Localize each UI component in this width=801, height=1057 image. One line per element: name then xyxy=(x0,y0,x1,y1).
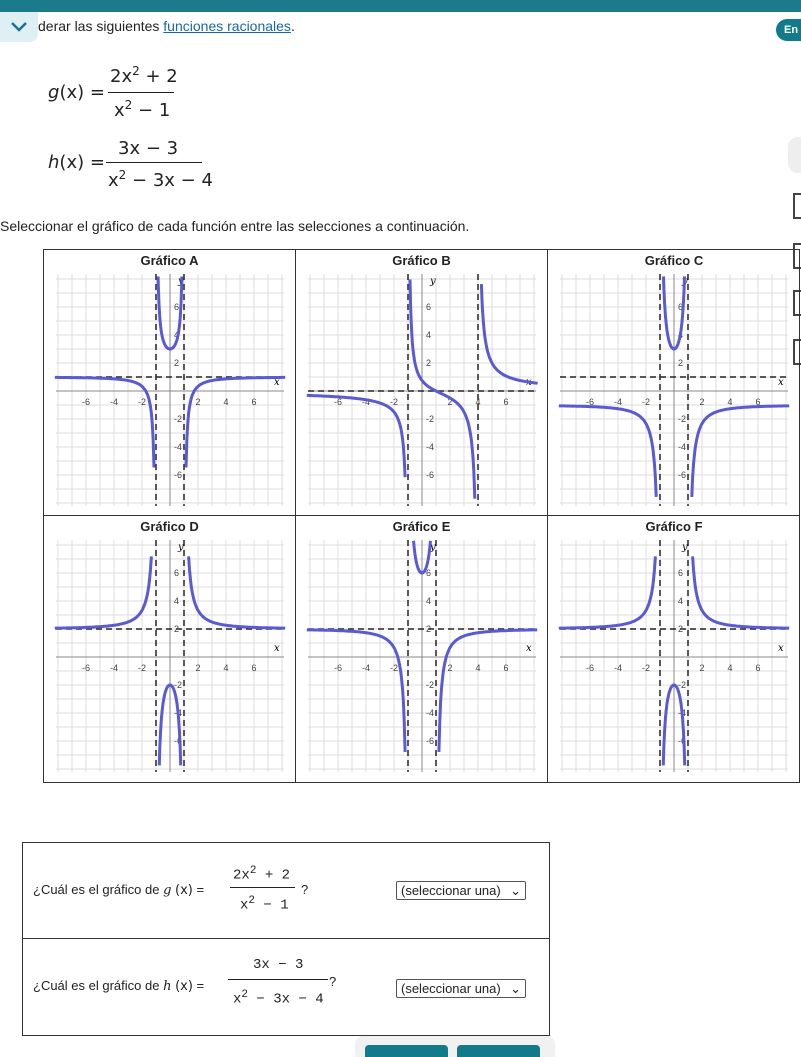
y-tick-label: -4 xyxy=(426,442,435,452)
x-tick-label: 2 xyxy=(195,397,201,407)
graph-option-e xyxy=(296,516,548,782)
graph-title: Gráfico E xyxy=(392,519,451,534)
x-axis-label: x xyxy=(274,377,280,388)
x-tick-label: 2 xyxy=(447,663,453,673)
graph-option-c xyxy=(548,250,800,516)
y-tick-label: 2 xyxy=(678,358,684,368)
graph-title: Gráfico C xyxy=(644,253,704,268)
x-tick-label: 4 xyxy=(223,663,229,673)
y-tick-label: 6 xyxy=(678,568,684,578)
x-axis-label: x xyxy=(778,643,784,654)
coordinate-plane xyxy=(304,536,540,776)
x-tick-label: 6 xyxy=(503,397,509,407)
y-tick-label: -2 xyxy=(678,680,687,690)
function-curve xyxy=(481,284,537,383)
x-tick-label: -2 xyxy=(389,663,399,673)
x-tick-label: -2 xyxy=(641,663,651,673)
x-axis-label: x xyxy=(526,643,532,654)
y-tick-label: -2 xyxy=(678,414,687,424)
question-text: ¿Cuál es el gráfico de g (x) = xyxy=(33,882,205,898)
x-tick-label: -4 xyxy=(613,663,623,673)
y-tick-label: 4 xyxy=(678,596,684,606)
x-tick-label: -2 xyxy=(389,397,399,407)
graph-title: Gráfico F xyxy=(645,519,703,534)
x-tick-label: -4 xyxy=(613,397,623,407)
y-axis-label: y xyxy=(682,542,688,553)
x-tick-label: 6 xyxy=(251,663,257,673)
y-tick-label: -6 xyxy=(678,470,687,480)
function-curve xyxy=(410,280,475,499)
coordinate-plane xyxy=(52,536,288,776)
y-axis-label: y xyxy=(178,542,184,553)
y-tick-label: 4 xyxy=(426,330,432,340)
x-tick-label: 2 xyxy=(195,663,201,673)
x-tick-label: 2 xyxy=(447,397,453,407)
top-bar xyxy=(0,0,801,12)
y-tick-label: -6 xyxy=(426,736,435,746)
graph-title: Gráfico D xyxy=(140,519,199,534)
function-curve xyxy=(307,630,405,752)
y-axis-label: y xyxy=(430,542,436,553)
y-axis-label: y xyxy=(178,276,184,287)
x-tick-label: 4 xyxy=(223,397,229,407)
graph-grid xyxy=(43,249,800,783)
collapse-button[interactable] xyxy=(0,12,38,42)
function-curve xyxy=(693,556,790,628)
y-tick-label: 6 xyxy=(426,568,432,578)
graph-title: Gráfico A xyxy=(140,253,199,268)
language-button[interactable]: En xyxy=(776,19,801,41)
bottom-button-left[interactable] xyxy=(365,1045,448,1057)
y-tick-label: -2 xyxy=(426,680,435,690)
side-marker xyxy=(793,193,801,219)
bottom-button-right[interactable] xyxy=(457,1045,540,1057)
graph-option-f xyxy=(548,516,800,782)
x-tick-label: 4 xyxy=(475,663,481,673)
question-row-g: ¿Cuál es el gráfico de g (x) = $2x^2 + 2$ $x^2 - 1$ ? (seleccionar una) ⌄ xyxy=(23,843,549,939)
question-text: ¿Cuál es el gráfico de h (x) = xyxy=(33,978,205,994)
y-tick-label: -2 xyxy=(174,680,183,690)
y-tick-label: -2 xyxy=(174,414,183,424)
y-tick-label: 6 xyxy=(678,302,684,312)
coordinate-plane xyxy=(556,536,792,776)
y-tick-label: -6 xyxy=(426,470,435,480)
y-tick-label: -2 xyxy=(426,414,435,424)
graph-option-d xyxy=(44,516,296,782)
graph-option-a xyxy=(44,250,296,516)
y-tick-label: -6 xyxy=(678,736,687,746)
x-tick-label: -4 xyxy=(361,397,371,407)
x-tick-label: -6 xyxy=(585,663,595,673)
function-curve xyxy=(559,556,656,628)
x-axis-label: x xyxy=(526,377,532,388)
question-numerator: $2x^2 + 2$ xyxy=(233,865,291,884)
y-tick-label: -4 xyxy=(174,442,183,452)
x-tick-label: -6 xyxy=(81,663,91,673)
x-tick-label: 6 xyxy=(755,663,761,673)
h-formula: h(x) = 3x − 3 $x^2 - 3x - 4$ xyxy=(48,138,213,191)
x-tick-label: -6 xyxy=(81,397,91,407)
x-tick-label: -4 xyxy=(361,663,371,673)
y-tick-label: 2 xyxy=(174,624,180,634)
x-tick-label: 6 xyxy=(755,397,761,407)
y-axis-label: y xyxy=(430,276,436,287)
questions-table xyxy=(22,842,550,1036)
x-tick-label: -4 xyxy=(109,663,119,673)
y-tick-label: -6 xyxy=(174,736,183,746)
y-axis-label: y xyxy=(682,276,688,287)
question-numerator: 3x − 3 xyxy=(253,957,304,973)
x-tick-label: 6 xyxy=(251,397,257,407)
y-tick-label: -4 xyxy=(678,708,687,718)
y-tick-label: 4 xyxy=(678,330,684,340)
y-tick-label: 2 xyxy=(174,358,180,368)
function-curve xyxy=(55,556,152,628)
x-tick-label: 2 xyxy=(699,663,705,673)
question-denominator: $x^2 - 1$ xyxy=(240,895,289,914)
instruction-text: Seleccionar el gráfico de cada función entre las selecciones a continuación. xyxy=(0,218,470,234)
y-tick-label: -6 xyxy=(174,470,183,480)
y-tick-label: 6 xyxy=(174,302,180,312)
y-tick-label: 2 xyxy=(426,624,432,634)
chevron-down-icon xyxy=(11,22,27,32)
x-tick-label: 4 xyxy=(727,397,733,407)
y-tick-label: 4 xyxy=(174,330,180,340)
x-tick-label: 2 xyxy=(699,397,705,407)
question-denominator: $x^2 - 3x - 4$ xyxy=(233,989,324,1008)
y-tick-label: 4 xyxy=(174,596,180,606)
intro-text: derar las siguientes funciones racionales. xyxy=(38,18,295,34)
y-tick-label: 2 xyxy=(426,358,432,368)
x-tick-label: -6 xyxy=(333,663,343,673)
g-formula: g(x) = $2x^2 + 2$ $x^2 - 1$ xyxy=(48,64,178,121)
x-tick-label: -6 xyxy=(333,397,343,407)
x-tick-label: -2 xyxy=(137,663,147,673)
graph-select-g[interactable]: (seleccionar una) ⌄ xyxy=(396,881,526,900)
x-tick-label: 6 xyxy=(503,663,509,673)
x-tick-label: -4 xyxy=(109,397,119,407)
y-tick-label: -4 xyxy=(426,708,435,718)
function-curve xyxy=(189,556,286,628)
graph-title: Gráfico B xyxy=(392,253,451,268)
side-tab[interactable] xyxy=(788,137,801,173)
function-curve xyxy=(307,395,405,477)
rational-functions-link[interactable]: funciones racionales xyxy=(163,18,291,34)
function-curve xyxy=(439,630,537,752)
y-tick-label: 4 xyxy=(426,596,432,606)
coordinate-plane xyxy=(304,270,540,510)
y-tick-label: 2 xyxy=(678,624,684,634)
x-axis-label: x xyxy=(274,643,280,654)
x-tick-label: 4 xyxy=(475,397,481,407)
graph-select-h[interactable]: (seleccionar una) ⌄ xyxy=(396,979,526,998)
y-tick-label: 6 xyxy=(426,302,432,312)
x-tick-label: -6 xyxy=(585,397,595,407)
y-tick-label: 6 xyxy=(174,568,180,578)
x-axis-label: x xyxy=(778,377,784,388)
question-row-h: ¿Cuál es el gráfico de h (x) = 3x − 3 $x^2 - 3x - 4$ ? (seleccionar una) ⌄ xyxy=(23,939,549,1035)
coordinate-plane xyxy=(52,270,288,510)
x-tick-label: -2 xyxy=(137,397,147,407)
x-tick-label: 4 xyxy=(727,663,733,673)
coordinate-plane xyxy=(556,270,792,510)
y-tick-label: -4 xyxy=(174,708,183,718)
x-tick-label: -2 xyxy=(641,397,651,407)
y-tick-label: -4 xyxy=(678,442,687,452)
graph-option-b xyxy=(296,250,548,516)
